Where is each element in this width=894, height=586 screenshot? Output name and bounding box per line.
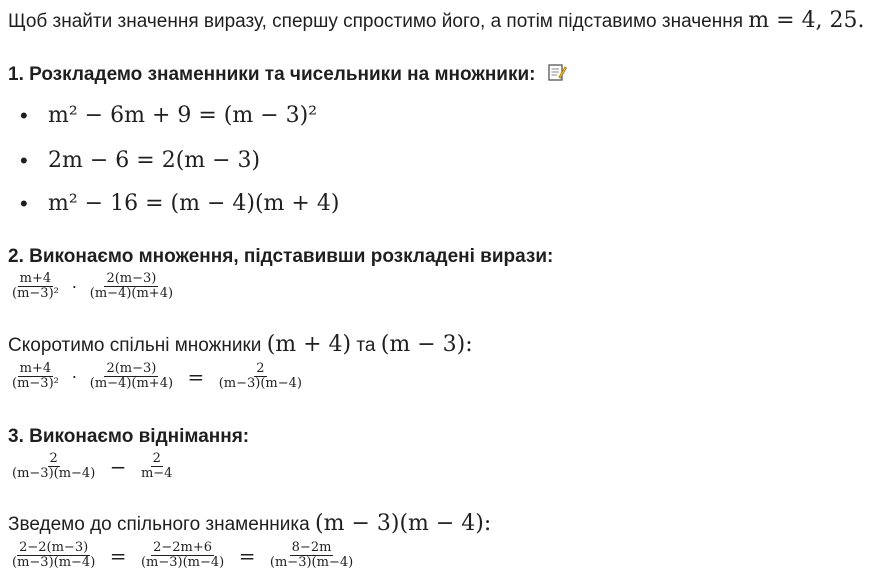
intro-math: m = 4, 25. (748, 8, 865, 33)
intro-line (8, 8, 865, 33)
fraction: $\frac{m+4}{\text{(m−3)²}}$ (12, 361, 59, 391)
fraction: $\frac{2(m-3)}{(m-4)(m+4)}$ (89, 361, 174, 391)
bullet-dot-3: • (20, 191, 28, 216)
step3-expr1 (8, 452, 176, 481)
reduce-math-2: (m − 3): (380, 332, 473, 357)
step3-expr2 (8, 541, 357, 570)
intro-text: Щоб знайти значення виразу, спершу спростимо його, а потім підставимо значення (8, 11, 743, 32)
bullet-dot-1: • (20, 103, 28, 128)
step2-expr2 (8, 362, 306, 391)
common-math: (m − 3)(m − 4): (315, 511, 492, 536)
step2-reduce-line (8, 332, 473, 357)
step1-bullet-1: m² − 6m + 9 = (m − 3)² (48, 103, 318, 128)
equals-sign: = (109, 543, 127, 568)
fraction: $\frac{8-2m}{(m-3)(m-4)}$ (269, 540, 354, 570)
reduce-and: та (356, 335, 376, 356)
step1-bullet-3: m² − 16 = (m − 4)(m + 4) (48, 191, 340, 216)
step2-expr1 (8, 272, 177, 301)
common-text: Зведемо до спільного знаменника (8, 514, 310, 535)
equals-sign: = (238, 543, 256, 568)
fraction: $\frac{2}{m-4}$ (140, 451, 173, 481)
reduce-text: Скоротимо спільні множники (8, 335, 262, 356)
bullet-dot-2: • (20, 148, 28, 173)
fraction: $\frac{2(m-3)}{(m-4)(m+4)}$ (89, 271, 174, 301)
fraction: $\frac{2}{(m-3)(m-4)}$ (12, 451, 96, 481)
multiply-dot: · (71, 366, 78, 386)
step1-heading: 1. Розкладемо знаменники та чисельники на множники: (8, 64, 536, 86)
step1-heading-line (8, 62, 567, 88)
fraction: $\frac{2}{(m-3)(m-4)}$ (218, 361, 302, 391)
fraction: $\frac{2-2(m-3)}{(m-3)(m-4)}$ (12, 540, 96, 570)
reduce-math-1: (m + 4) (266, 332, 352, 357)
fraction: $\frac{2-2m+6}{(m-3)(m-4)}$ (140, 540, 225, 570)
equals-sign: = (187, 364, 205, 389)
multiply-dot: · (71, 276, 78, 296)
step3-common-line (8, 511, 491, 536)
memo-icon (547, 62, 567, 88)
step1-bullet-2: 2m − 6 = 2(m − 3) (48, 148, 261, 173)
fraction: $\frac{m+4}{\text{(m−3)²}}$ (12, 271, 59, 301)
minus-sign: − (109, 454, 127, 479)
step3-heading: 3. Виконаємо віднімання: (8, 426, 250, 447)
step2-heading: 2. Виконаємо множення, підставивши розкладені вирази: (8, 246, 554, 267)
